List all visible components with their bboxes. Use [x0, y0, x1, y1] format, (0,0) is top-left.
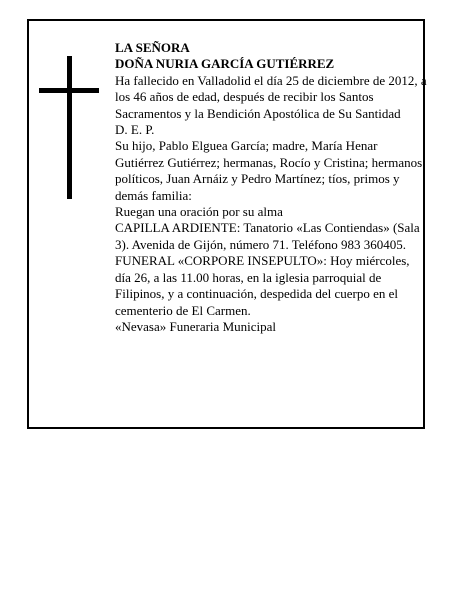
family-list: Su hijo, Pablo Elguea García; madre, María Henar Gutiérrez Gutiérrez; hermanas, Rocío y Cristina; hermanos políticos, Juan Arnáiz y Pedro Martínez; tíos, primos y demás familia:: [115, 138, 423, 203]
obituary-notice: [27, 19, 425, 429]
funeral-info: FUNERAL «CORPORE INSEPULTO»: Hoy miércoles, día 26, a las 11.00 horas, en la iglesia parroquial de Filipinos, y a continuación, despedida del cuerpo en el cementerio de El Carmen.: [115, 253, 410, 318]
notice-body: [115, 40, 427, 335]
heading-title: LA SEÑORA: [115, 40, 190, 55]
cross-horizontal-bar: [39, 88, 99, 93]
cross-vertical-bar: [67, 56, 72, 199]
dep-abbreviation: D. E. P.: [115, 122, 155, 138]
deceased-name: DOÑA NURIA GARCÍA GUTIÉRREZ: [115, 56, 335, 72]
death-announcement: Ha fallecido en Valladolid el día 25 de diciembre de 2012, a los 46 años de edad, después de recibir los Santos Sacramentos y la Bendición Apostólica de Su Santidad: [115, 72, 427, 121]
funeral-home: «Nevasa» Funeraria Municipal: [115, 318, 277, 334]
chapel-info: CAPILLA ARDIENTE: Tanatorio «Las Contiendas» (Sala 3). Avenida de Gijón, número 71. Teléfono 983 360405.: [115, 220, 420, 252]
prayer-request: Ruegan una oración por su alma: [115, 204, 283, 220]
cross-icon: [39, 56, 99, 199]
